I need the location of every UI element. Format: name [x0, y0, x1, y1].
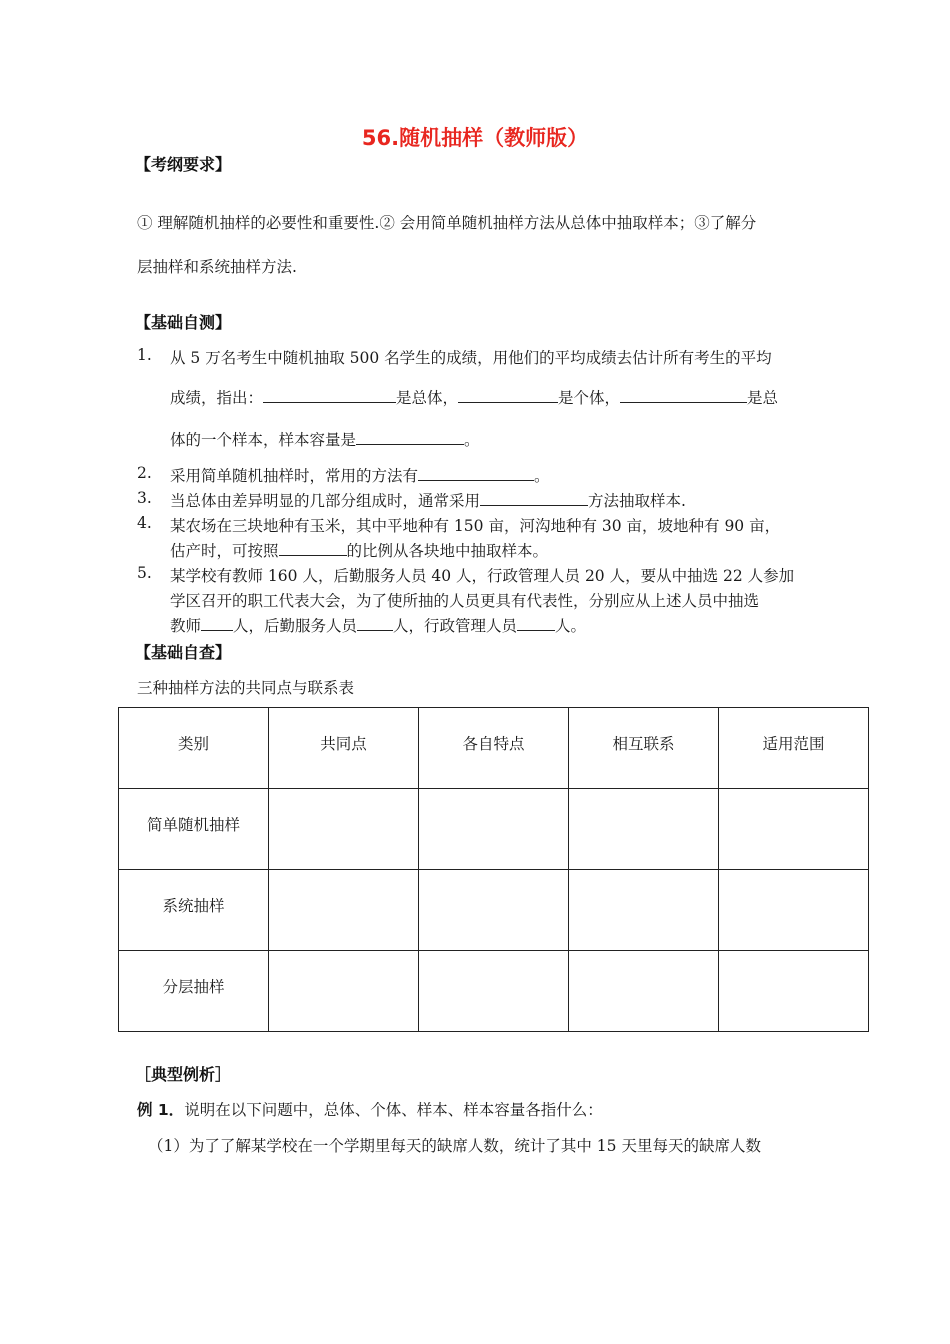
q1-blank-sample[interactable]: [620, 388, 747, 403]
row-label-stratified: 分层抽样: [119, 951, 269, 1032]
table-cell[interactable]: [719, 870, 869, 951]
page-title: 56.随机抽样（教师版）: [361, 126, 589, 150]
q3-blank[interactable]: [480, 491, 588, 506]
question-5-line-2: 学区召开的职工代表大会，为了使所抽的人员更具有代表性，分别应从上述人员中抽选: [170, 592, 760, 610]
q5-blank-teachers[interactable]: [201, 616, 233, 631]
table-cell[interactable]: [569, 951, 719, 1032]
q1-blank-sample-size[interactable]: [356, 430, 464, 445]
question-3-line: [170, 489, 686, 511]
requirements-line-1: ① 理解随机抽样的必要性和重要性.② 会用简单随机抽样方法从总体中抽取样本；③了解分: [137, 214, 757, 232]
question-5-line-1: 某学校有教师 160 人，后勤服务人员 40 人，行政管理人员 20 人，要从中抽选 22 人参加: [170, 567, 795, 585]
table-cell[interactable]: [269, 789, 419, 870]
table-cell[interactable]: [569, 789, 719, 870]
section-heading-self-check: 【基础自查】: [135, 643, 232, 662]
header-category: 类别: [119, 708, 269, 789]
header-features: 各自特点: [419, 708, 569, 789]
q1-text-f: 。: [464, 431, 480, 449]
q1-text-c: 是个体，: [558, 389, 621, 407]
table-row: [119, 789, 869, 870]
question-2-line: [170, 464, 550, 486]
row-label-systematic: 系统抽样: [119, 870, 269, 951]
question-2-number: 2.: [137, 464, 152, 482]
table-cell[interactable]: [719, 789, 869, 870]
header-relations: 相互联系: [569, 708, 719, 789]
q4-blank[interactable]: [279, 541, 347, 556]
section-heading-requirements: 【考纲要求】: [135, 155, 232, 174]
q1-blank-population[interactable]: [263, 388, 396, 403]
q5-blank-service[interactable]: [357, 616, 393, 631]
example-1-text: 说明在以下问题中，总体、个体、样本、样本容量各指什么：: [184, 1101, 603, 1119]
q1-text-a: 成绩，指出：: [170, 389, 264, 407]
q4-text-b: 的比例从各块地中抽取样本。: [346, 542, 549, 560]
question-3-number: 3.: [137, 489, 152, 507]
q1-text-b: 是总体，: [396, 389, 459, 407]
table-cell[interactable]: [269, 870, 419, 951]
example-1-label: 例 1．: [137, 1101, 185, 1119]
sampling-methods-table: [118, 707, 869, 1032]
example-1-subquestion-1: （1）为了了解某学校在一个学期里每天的缺席人数，统计了其中 15 天里每天的缺席人数: [148, 1137, 761, 1155]
q3-text-b: 方法抽取样本.: [588, 492, 686, 510]
table-row: [119, 951, 869, 1032]
question-5-number: 5.: [137, 564, 152, 582]
section-heading-examples: ［典型例析］: [135, 1065, 232, 1084]
question-1-line-2: [170, 386, 778, 408]
q5-text-d: 人。: [555, 617, 587, 635]
question-5-line-3: [170, 614, 586, 636]
q2-blank[interactable]: [418, 466, 534, 481]
table-cell[interactable]: [419, 951, 569, 1032]
question-1-number: 1.: [137, 346, 152, 364]
section-heading-self-test: 【基础自测】: [135, 313, 232, 332]
example-1-line: [137, 1098, 603, 1120]
question-4-line-1: 某农场在三块地种有玉米，其中平地种有 150 亩，河沟地种有 30 亩，坡地种有 90 亩，: [170, 517, 781, 535]
table-cell[interactable]: [419, 789, 569, 870]
question-4-line-2: [170, 539, 548, 561]
q5-blank-admin[interactable]: [517, 616, 555, 631]
row-label-simple-random: 简单随机抽样: [119, 789, 269, 870]
q1-blank-individual[interactable]: [458, 388, 558, 403]
q3-text-a: 当总体由差异明显的几部分组成时，通常采用: [170, 492, 481, 510]
q2-text-a: 采用简单随机抽样时，常用的方法有: [170, 467, 419, 485]
header-scope: 适用范围: [719, 708, 869, 789]
q5-text-a: 教师: [170, 617, 202, 635]
table-cell[interactable]: [269, 951, 419, 1032]
requirements-line-2: 层抽样和系统抽样方法.: [137, 258, 297, 276]
q1-text-d: 是总: [747, 389, 779, 407]
table-header-row: [119, 708, 869, 789]
table-cell[interactable]: [719, 951, 869, 1032]
table-caption: 三种抽样方法的共同点与联系表: [137, 679, 355, 697]
q1-text-e: 体的一个样本，样本容量是: [170, 431, 357, 449]
table-cell[interactable]: [419, 870, 569, 951]
table-row: [119, 870, 869, 951]
q5-text-b: 人，后勤服务人员: [233, 617, 358, 635]
q4-text-a: 估产时，可按照: [170, 542, 279, 560]
header-commonality: 共同点: [269, 708, 419, 789]
question-4-number: 4.: [137, 514, 152, 532]
q5-text-c: 人，行政管理人员: [393, 617, 518, 635]
table-cell[interactable]: [569, 870, 719, 951]
question-1-line-1: 从 5 万名考生中随机抽取 500 名学生的成绩，用他们的平均成绩去估计所有考生的平均: [170, 349, 772, 367]
question-1-line-3: [170, 428, 480, 450]
q2-text-b: 。: [534, 467, 550, 485]
